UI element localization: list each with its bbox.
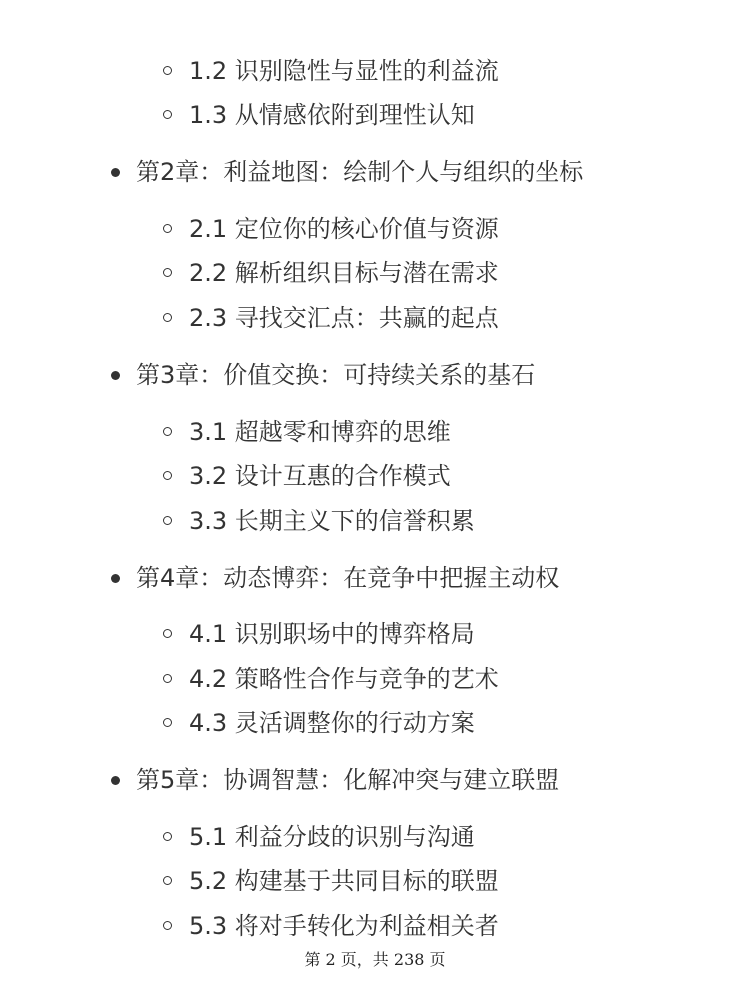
bullet-icon: [111, 776, 120, 785]
toc-chapter-title: 第3章：价值交换：可持续关系的基石: [136, 361, 536, 389]
toc-chapter-title: 第4章：动态博弈：在竞争中把握主动权: [136, 564, 560, 592]
hollow-bullet-icon: [163, 110, 172, 119]
toc-section-title: 1.3 从情感依附到理性认知: [189, 101, 475, 129]
hollow-bullet-icon: [163, 629, 172, 638]
hollow-bullet-icon: [163, 313, 172, 322]
toc-section-title: 4.2 策略性合作与竞争的艺术: [189, 665, 499, 693]
hollow-bullet-icon: [163, 516, 172, 525]
bullet-icon: [111, 371, 120, 380]
hollow-bullet-icon: [163, 224, 172, 233]
toc-section-title: 3.3 长期主义下的信誉积累: [189, 507, 475, 535]
bullet-icon: [111, 168, 120, 177]
toc-section-title: 2.2 解析组织目标与潜在需求: [189, 259, 499, 287]
hollow-bullet-icon: [163, 832, 172, 841]
hollow-bullet-icon: [163, 66, 172, 75]
toc-section-title: 3.2 设计互惠的合作模式: [189, 462, 451, 490]
toc-section-title: 4.1 识别职场中的博弈格局: [189, 620, 475, 648]
toc-section-title: 5.1 利益分歧的识别与沟通: [189, 823, 475, 851]
hollow-bullet-icon: [163, 471, 172, 480]
toc-section-title: 4.3 灵活调整你的行动方案: [189, 709, 475, 737]
page-indicator: 第 2 页，共 238 页: [304, 950, 446, 969]
hollow-bullet-icon: [163, 268, 172, 277]
bullet-icon: [111, 574, 120, 583]
toc-section-title: 2.1 定位你的核心价值与资源: [189, 215, 499, 243]
toc-section-title: 5.3 将对手转化为利益相关者: [189, 912, 499, 940]
hollow-bullet-icon: [163, 876, 172, 885]
toc-section-title: 5.2 构建基于共同目标的联盟: [189, 867, 499, 895]
toc-section-title: 1.2 识别隐性与显性的利益流: [189, 57, 499, 85]
toc-chapter-title: 第2章：利益地图：绘制个人与组织的坐标: [136, 158, 584, 186]
hollow-bullet-icon: [163, 718, 172, 727]
hollow-bullet-icon: [163, 427, 172, 436]
hollow-bullet-icon: [163, 921, 172, 930]
hollow-bullet-icon: [163, 674, 172, 683]
toc-chapter-title: 第5章：协调智慧：化解冲突与建立联盟: [136, 766, 560, 794]
toc-section-title: 2.3 寻找交汇点：共赢的起点: [189, 304, 499, 332]
toc-section-title: 3.1 超越零和博弈的思维: [189, 418, 451, 446]
